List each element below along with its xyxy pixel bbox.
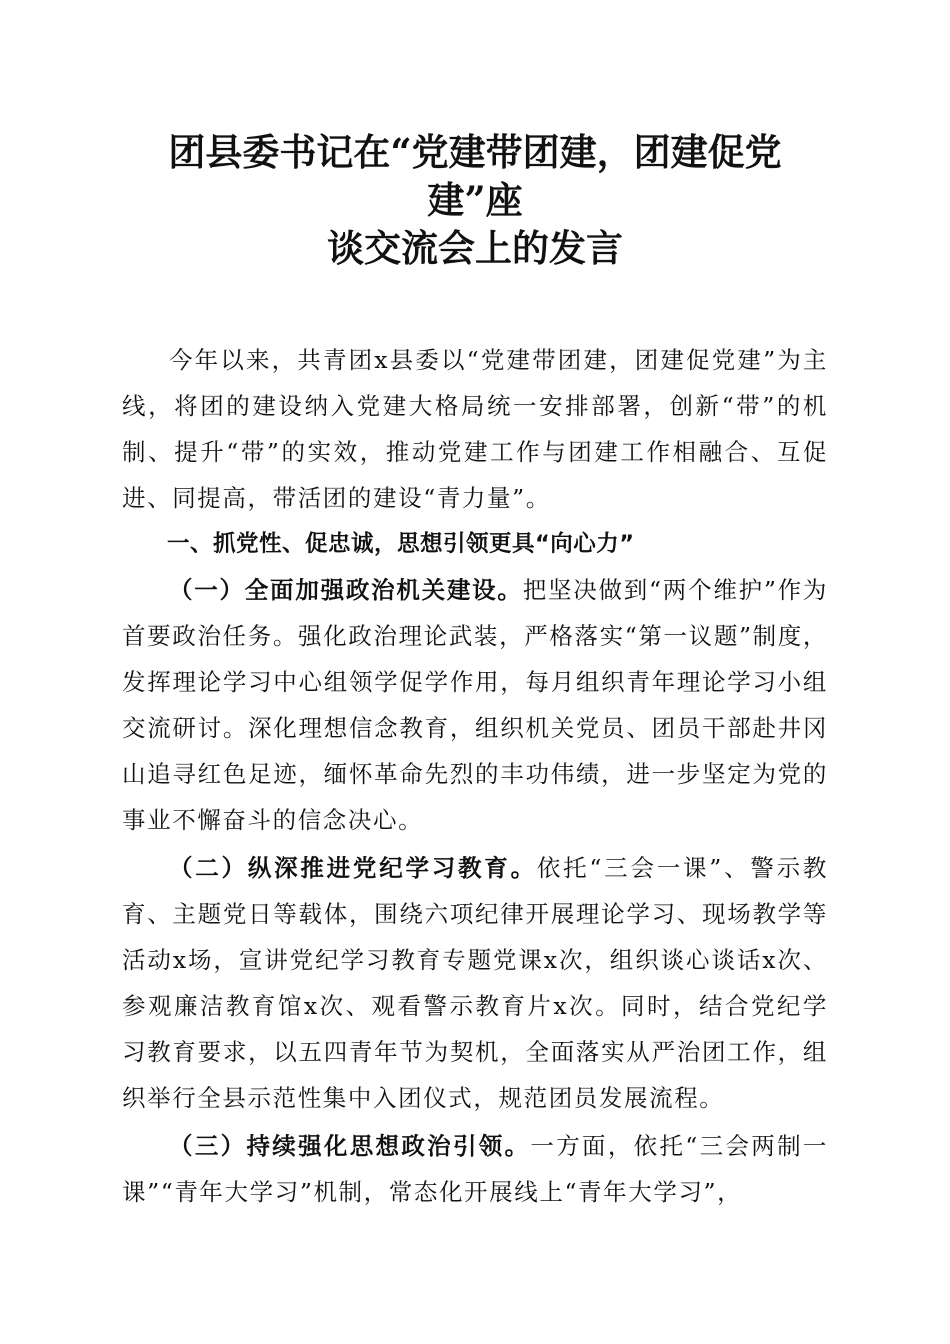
- intro-paragraph: 今年以来，共青团x县委以“党建带团建，团建促党建”为主线，将团的建设纳入党建大格局统一安排部署，创新“带”的机制、提升“带”的实效，推动党建工作与团建工作相融合、互促进、同提高，带活团的建设“青力量”。: [122, 346, 828, 512]
- title-line-2: 谈交流会上的发言: [327, 226, 623, 270]
- item-lead-2: （二）纵深推进党纪学习教育。: [169, 854, 537, 882]
- title-line-1: 团县委书记在“党建带团建，团建促党建”座: [168, 130, 782, 222]
- item-body-2: 依托“三会一课”、警示教育、主题党日等载体，围绕六项纪律开展理论学习、现场教学等活动x场，宣讲党纪学习教育专题党课x次，组织谈心谈话x次、参观廉洁教育馆x次、观看警示教育片x次。同时，结合党纪学习教育要求，以五四青年节为契机，全面落实从严治团工作，组织举行全县示范性集中入团仪式，规范团员发展流程。: [122, 854, 828, 1112]
- section-heading-1: 一、抓党性、促忠诚，思想引领更具“向心力”: [167, 531, 635, 557]
- item-lead-3: （三）持续强化思想政治引领。: [169, 1132, 531, 1160]
- item-lead-1: （一）全面加强政治机关建设。: [169, 576, 523, 604]
- document-title: [122, 128, 828, 272]
- item-paragraph-1: [122, 567, 828, 843]
- item-body-3: 一方面，依托“三会两制一课”“青年大学习”机制，常态化开展线上“青年大学习”，: [122, 1132, 829, 1206]
- item-paragraph-3: [122, 1123, 828, 1215]
- item-paragraph-2: [122, 845, 828, 1121]
- item-body-1: 把坚决做到“两个维护”作为首要政治任务。强化政治理论武装，严格落实“第一议题”制度，发挥理论学习中心组领学促学作用，每月组织青年理论学习小组交流研讨。深化理想信念教育，组织机关党员、团员干部赴井冈山追寻红色足迹，缅怀革命先烈的丰功伟绩，进一步坚定为党的事业不懈奋斗的信念决心。: [122, 576, 828, 834]
